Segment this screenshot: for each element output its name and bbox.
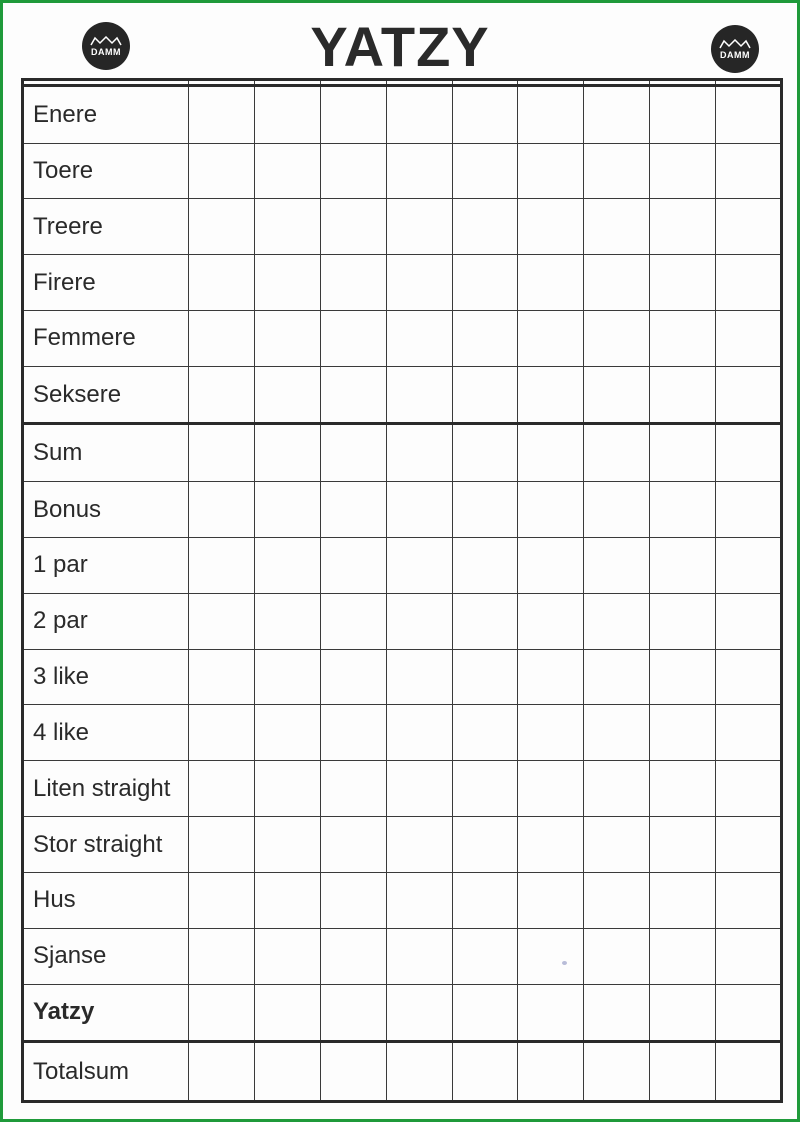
score-cell[interactable] [320, 984, 386, 1042]
score-cell[interactable] [254, 984, 320, 1042]
score-cell[interactable] [518, 984, 584, 1042]
score-cell[interactable] [189, 85, 255, 143]
score-cell[interactable] [518, 761, 584, 817]
row-label: 2 par [23, 593, 189, 649]
score-cell[interactable] [584, 1042, 650, 1102]
score-row [23, 984, 782, 1042]
score-cell[interactable] [189, 310, 255, 366]
score-cell[interactable] [254, 310, 320, 366]
score-cell[interactable] [452, 538, 518, 594]
score-cell[interactable] [650, 593, 716, 649]
score-cell[interactable] [452, 593, 518, 649]
score-cell[interactable] [716, 1042, 782, 1102]
score-cell[interactable] [716, 761, 782, 817]
score-cell[interactable] [716, 872, 782, 928]
score-cell[interactable] [452, 705, 518, 761]
score-row [23, 872, 782, 928]
score-cell[interactable] [254, 928, 320, 984]
score-cell[interactable] [254, 482, 320, 538]
score-row [23, 482, 782, 538]
row-label: Liten straight [23, 761, 189, 817]
logo-text: DAMM [720, 49, 750, 60]
score-cell[interactable] [518, 817, 584, 873]
score-cell[interactable] [518, 482, 584, 538]
score-cell[interactable] [189, 366, 255, 424]
score-cell[interactable] [254, 761, 320, 817]
row-label: 3 like [23, 649, 189, 705]
score-cell[interactable] [452, 255, 518, 311]
score-cell[interactable] [254, 593, 320, 649]
score-cell[interactable] [452, 1042, 518, 1102]
score-cell[interactable] [452, 649, 518, 705]
score-cell[interactable] [650, 143, 716, 199]
score-cell[interactable] [320, 366, 386, 424]
score-row [23, 761, 782, 817]
score-cell[interactable] [189, 538, 255, 594]
score-cell[interactable] [452, 817, 518, 873]
ink-speck [562, 961, 567, 965]
score-cell[interactable] [386, 817, 452, 873]
score-cell[interactable] [189, 649, 255, 705]
score-row [23, 366, 782, 424]
score-cell[interactable] [650, 199, 716, 255]
score-cell[interactable] [386, 424, 452, 482]
row-label: Enere [23, 85, 189, 143]
score-cell[interactable] [452, 482, 518, 538]
row-label: Toere [23, 143, 189, 199]
score-cell[interactable] [452, 85, 518, 143]
score-cell[interactable] [518, 928, 584, 984]
score-row [23, 649, 782, 705]
score-cell[interactable] [386, 482, 452, 538]
score-cell[interactable] [584, 143, 650, 199]
score-cell[interactable] [386, 872, 452, 928]
score-cell[interactable] [320, 85, 386, 143]
score-cell[interactable] [386, 85, 452, 143]
score-cell[interactable] [189, 705, 255, 761]
score-cell[interactable] [386, 538, 452, 594]
row-label: 1 par [23, 538, 189, 594]
score-cell[interactable] [716, 424, 782, 482]
score-cell[interactable] [584, 482, 650, 538]
score-cell[interactable] [452, 199, 518, 255]
score-cell[interactable] [584, 817, 650, 873]
score-cell[interactable] [254, 366, 320, 424]
score-cell[interactable] [189, 984, 255, 1042]
score-row [23, 705, 782, 761]
score-cell[interactable] [650, 538, 716, 594]
score-cell[interactable] [650, 366, 716, 424]
score-cell[interactable] [518, 424, 584, 482]
score-cell[interactable] [254, 872, 320, 928]
score-cell[interactable] [386, 310, 452, 366]
score-cell[interactable] [386, 143, 452, 199]
score-cell[interactable] [254, 817, 320, 873]
score-cell[interactable] [386, 928, 452, 984]
score-cell[interactable] [716, 310, 782, 366]
score-cell[interactable] [320, 649, 386, 705]
score-cell[interactable] [320, 199, 386, 255]
score-cell[interactable] [452, 310, 518, 366]
score-table [21, 78, 783, 1103]
row-label: Stor straight [23, 817, 189, 873]
score-cell[interactable] [584, 366, 650, 424]
score-cell[interactable] [650, 85, 716, 143]
score-cell[interactable] [189, 482, 255, 538]
score-cell[interactable] [452, 928, 518, 984]
score-cell[interactable] [650, 310, 716, 366]
score-cell[interactable] [518, 310, 584, 366]
score-cell[interactable] [518, 705, 584, 761]
score-row [23, 199, 782, 255]
score-cell[interactable] [716, 366, 782, 424]
score-cell[interactable] [386, 199, 452, 255]
score-cell[interactable] [189, 817, 255, 873]
row-label: Sjanse [23, 928, 189, 984]
score-cell[interactable] [584, 649, 650, 705]
score-cell[interactable] [584, 761, 650, 817]
score-cell[interactable] [189, 761, 255, 817]
score-cell[interactable] [650, 1042, 716, 1102]
score-row [23, 143, 782, 199]
score-cell[interactable] [650, 817, 716, 873]
score-cell[interactable] [584, 538, 650, 594]
score-cell[interactable] [386, 1042, 452, 1102]
score-cell[interactable] [716, 482, 782, 538]
score-cell[interactable] [254, 649, 320, 705]
score-cell[interactable] [452, 366, 518, 424]
score-cell[interactable] [320, 538, 386, 594]
score-cell[interactable] [452, 424, 518, 482]
score-cell[interactable] [518, 366, 584, 424]
score-cell[interactable] [584, 705, 650, 761]
score-cell[interactable] [320, 593, 386, 649]
score-cell[interactable] [320, 1042, 386, 1102]
row-label: Bonus [23, 482, 189, 538]
score-cell[interactable] [189, 872, 255, 928]
score-cell[interactable] [320, 424, 386, 482]
score-cell[interactable] [584, 872, 650, 928]
score-cell[interactable] [518, 143, 584, 199]
score-row [23, 538, 782, 594]
score-cell[interactable] [189, 255, 255, 311]
score-row [23, 593, 782, 649]
score-row [23, 424, 782, 482]
score-cell[interactable] [716, 817, 782, 873]
score-row [23, 310, 782, 366]
score-cell[interactable] [518, 872, 584, 928]
score-cell[interactable] [320, 310, 386, 366]
score-cell[interactable] [716, 593, 782, 649]
score-cell[interactable] [716, 705, 782, 761]
score-cell[interactable] [518, 199, 584, 255]
score-cell[interactable] [650, 761, 716, 817]
score-cell[interactable] [320, 705, 386, 761]
score-cell[interactable] [716, 143, 782, 199]
score-cell[interactable] [584, 255, 650, 311]
score-cell[interactable] [189, 1042, 255, 1102]
score-cell[interactable] [584, 85, 650, 143]
score-cell[interactable] [320, 255, 386, 311]
score-cell[interactable] [584, 928, 650, 984]
score-cell[interactable] [254, 705, 320, 761]
score-cell[interactable] [650, 928, 716, 984]
score-cell[interactable] [518, 593, 584, 649]
score-cell[interactable] [189, 928, 255, 984]
score-cell[interactable] [320, 817, 386, 873]
row-label: Treere [23, 199, 189, 255]
score-cell[interactable] [584, 310, 650, 366]
score-cell[interactable] [716, 928, 782, 984]
score-cell[interactable] [452, 143, 518, 199]
row-label: Firere [23, 255, 189, 311]
score-cell[interactable] [650, 872, 716, 928]
row-label: Hus [23, 872, 189, 928]
score-cell[interactable] [518, 85, 584, 143]
score-cell[interactable] [320, 928, 386, 984]
row-label: Seksere [23, 366, 189, 424]
score-cell[interactable] [320, 143, 386, 199]
score-cell[interactable] [716, 85, 782, 143]
score-cell[interactable] [320, 872, 386, 928]
score-cell[interactable] [716, 538, 782, 594]
row-label: Totalsum [23, 1042, 189, 1102]
score-cell[interactable] [650, 649, 716, 705]
score-cell[interactable] [650, 482, 716, 538]
score-cell[interactable] [452, 984, 518, 1042]
score-cell[interactable] [716, 984, 782, 1042]
score-cell[interactable] [189, 424, 255, 482]
score-row [23, 817, 782, 873]
score-cell[interactable] [254, 199, 320, 255]
score-cell[interactable] [320, 482, 386, 538]
score-cell[interactable] [386, 649, 452, 705]
score-cell[interactable] [254, 1042, 320, 1102]
score-cell[interactable] [386, 593, 452, 649]
score-row [23, 255, 782, 311]
score-row [23, 1042, 782, 1102]
score-cell[interactable] [584, 424, 650, 482]
score-cell[interactable] [386, 366, 452, 424]
score-cell[interactable] [452, 761, 518, 817]
score-cell[interactable] [518, 538, 584, 594]
score-cell[interactable] [254, 85, 320, 143]
score-cell[interactable] [254, 538, 320, 594]
score-cell[interactable] [386, 984, 452, 1042]
score-cell[interactable] [518, 1042, 584, 1102]
score-cell[interactable] [386, 255, 452, 311]
score-cell[interactable] [716, 649, 782, 705]
row-label: Yatzy [23, 984, 189, 1042]
score-cell[interactable] [650, 705, 716, 761]
row-label: Sum [23, 424, 189, 482]
score-cell[interactable] [452, 872, 518, 928]
score-cell[interactable] [189, 143, 255, 199]
score-cell[interactable] [584, 593, 650, 649]
score-cell[interactable] [386, 705, 452, 761]
row-label: 4 like [23, 705, 189, 761]
score-cell[interactable] [650, 424, 716, 482]
score-row [23, 928, 782, 984]
score-cell[interactable] [716, 255, 782, 311]
score-cell[interactable] [254, 143, 320, 199]
score-cell[interactable] [386, 761, 452, 817]
logo-text: DAMM [91, 46, 121, 57]
damm-logo-right [711, 25, 759, 73]
page-title: YATZY [310, 15, 490, 78]
score-cell[interactable] [518, 255, 584, 311]
score-cell[interactable] [584, 199, 650, 255]
crown-icon [718, 39, 752, 49]
score-row [23, 85, 782, 143]
score-cell[interactable] [650, 984, 716, 1042]
score-cell[interactable] [254, 255, 320, 311]
score-cell[interactable] [650, 255, 716, 311]
score-cell[interactable] [254, 424, 320, 482]
score-cell[interactable] [584, 984, 650, 1042]
score-cell[interactable] [320, 761, 386, 817]
row-label: Femmere [23, 310, 189, 366]
score-cell[interactable] [189, 593, 255, 649]
score-cell[interactable] [518, 649, 584, 705]
score-cell[interactable] [716, 199, 782, 255]
score-cell[interactable] [189, 199, 255, 255]
